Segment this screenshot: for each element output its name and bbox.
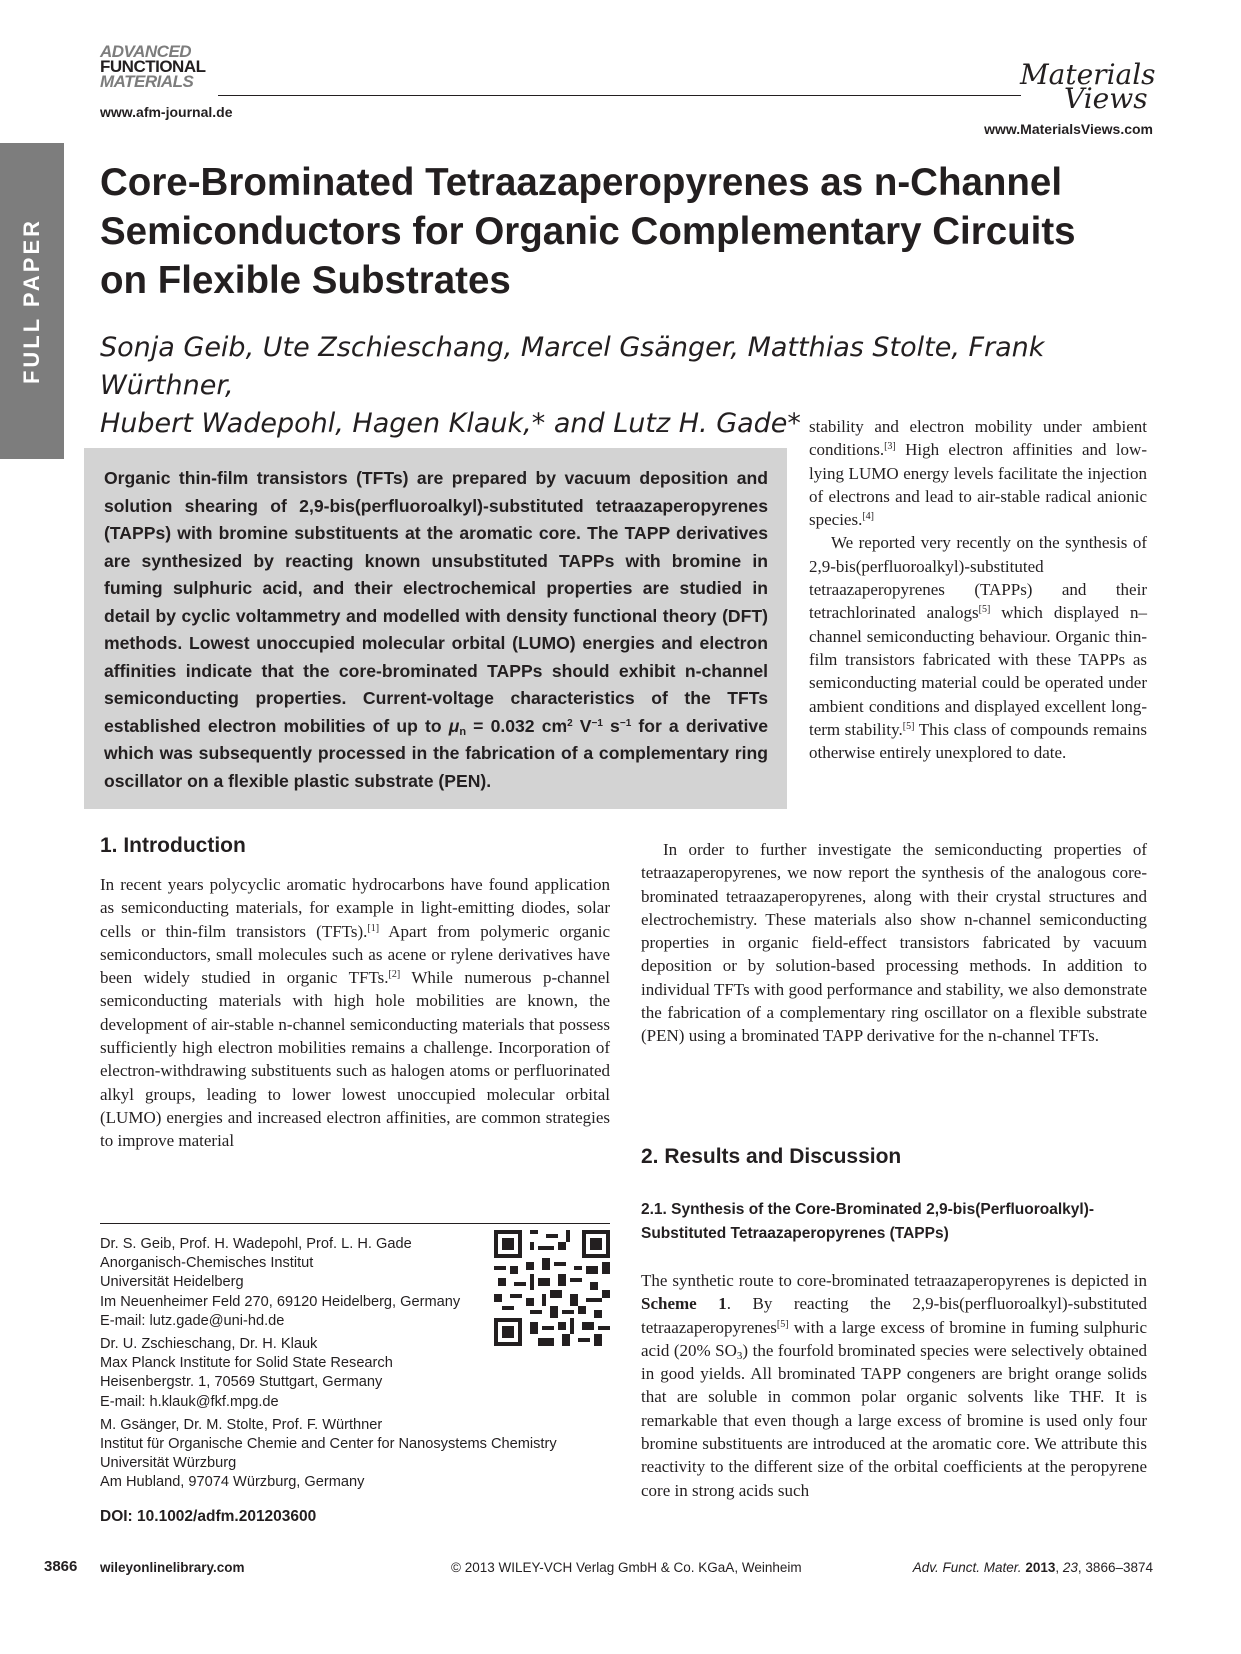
- journal-logo-line1: ADVANCED: [100, 42, 192, 61]
- email-klauk[interactable]: E-mail: h.klauk@fkf.mpg.de: [100, 1393, 279, 1410]
- paragraph-further: In order to further investigate the semiconducting properties of tetraazaperopyrenes, we now report the synthesis of the analogous core-brominated tetraazaperopyrenes, along with their crystal structures and electrochemistry. These materials also show n-channel semiconducting properties in organic field-effect transistors fabricated by vacuum deposition or by solution-based processing methods. In addition to individual TFTs with good performance and stability, we also demonstrate the fabrication of a complementary ring oscillator on a flexible substrate (PEN) using a brominated TAPP derivative for the n-channel TFTs.: [641, 840, 1147, 1046]
- footer-site[interactable]: wileyonlinelibrary.com: [100, 1560, 245, 1575]
- logo-word-views: Views: [1064, 82, 1148, 110]
- side-tab-label: FULL PAPER: [19, 217, 44, 385]
- footer-citation: Adv. Funct. Mater. 2013, 23, 3866–3874: [912, 1560, 1153, 1575]
- materials-views-logo: [1018, 50, 1158, 110]
- affiliation-rule: [100, 1223, 610, 1224]
- synthesis-text: [641, 1269, 1147, 1502]
- paragraph-reported: We reported very recently on the synthesis of 2,9-bis(perfluoroalkyl)-substituted tetraazaperopyrenes (TAPPs) and their tetrachlorinated analogs[5] which displayed n–channel semiconducting behaviour. Organic thin-film transistors fabricated with these TAPPs as semiconducting material could be operated under ambient conditions and displayed excellent long-term stability.[5] This class of compounds remains otherwise entirely unexplored to date.: [809, 533, 1147, 763]
- paragraph-stability: stability and electron mobility under ambient conditions.[3] High electron affinities and low-lying LUMO energy levels facilitate the injection of electrons and lead to air-stable radical anionic species.[4]: [809, 417, 1147, 530]
- abstract-text: Organic thin-film transistors (TFTs) are prepared by vacuum deposition and solution shearing of 2,9-bis(perfluoroalkyl)-substituted tetraazaperopyrenes (TAPPs) with bromine substituents at the aromatic core. The TAPP derivatives are synthesized by reacting known unsubstituted TAPPs with bromine in fuming sulphuric acid, and their electrochemical properties are studied in detail by cyclic voltammetry and modelled with density functional theory (DFT) methods. Lowest unoccupied molecular orbital (LUMO) energies and electron affinities indicate that the core-brominated TAPPs should exhibit n-channel semiconducting properties. Current-voltage characteristics of the TFTs established electron mobilities of up to $\mu_n = 0.032$ $cm^2$ $V^{-1}$ $s^{-1}$ for a derivative which was subsequently processed in the fabrication of a complementary ring oscillator on a flexible plastic substrate (PEN).: [104, 468, 768, 791]
- email-gade[interactable]: E-mail: lutz.gade@uni-hd.de: [100, 1312, 285, 1329]
- intro-paragraph: In recent years polycyclic aromatic hydrocarbons have found application as semiconducting materials, for example in light-emitting diodes, solar cells or thin-film transistors (TFTs).[1] Apart from polymeric organic semiconductors, small molecules such as acene or rylene derivatives have been widely studied in organic TFTs.[2] While numerous p-channel semiconducting materials with high hole mobilities are known, the development of air-stable n-channel semiconducting materials that possess sufficiently high electron mobilities remains a challenge. Incorporation of electron-withdrawing substituents such as halogen atoms or perfluorinated alkyl groups, leading to lower lowest unoccupied molecular orbital (LUMO) energies and increased electron affinities, are common strategies to improve material: [100, 875, 611, 1151]
- qr-code-icon[interactable]: [494, 1230, 610, 1346]
- journal-url[interactable]: www.afm-journal.de: [100, 104, 233, 120]
- header-rule: [218, 95, 1021, 96]
- publisher-url[interactable]: www.MaterialsViews.com: [984, 121, 1153, 137]
- affiliation-wuerzburg: M. Gsänger, Dr. M. Stolte, Prof. F. Würthner Institut für Organische Chemie and Center for Nanosystems Chemistry Universität Würzburg Am Hubland, 97074 Würzburg, Germany: [100, 1416, 557, 1491]
- logo-word-materials: Materials: [1020, 58, 1156, 91]
- side-tab: [0, 143, 64, 459]
- authors-line-1: Sonja Geib, Ute Zschieschang, Marcel Gsänger, Matthias Stolte, Frank Würthner,: [100, 332, 1045, 401]
- journal-logo: [100, 44, 260, 89]
- results-heading: 2. Results and Discussion: [641, 1145, 902, 1168]
- footer-copyright: © 2013 WILEY-VCH Verlag GmbH & Co. KGaA, Weinheim: [451, 1560, 802, 1575]
- abstract-box: [84, 448, 787, 809]
- page-number: 3866: [44, 1558, 78, 1575]
- affiliation-heidelberg: Dr. S. Geib, Prof. H. Wadepohl, Prof. L. H. Gade Anorganisch-Chemisches Institut Universität Heidelberg Im Neuenheimer Feld 270, 69120 Heidelberg, Germany E-mail: lutz.gade@uni-hd.de: [100, 1236, 461, 1329]
- journal-logo-line2: FUNCTIONAL: [100, 57, 206, 76]
- doi[interactable]: DOI: 10.1002/adfm.201203600: [100, 1508, 317, 1525]
- scheme-reference[interactable]: Scheme 1: [641, 1294, 727, 1314]
- right-column-top: [809, 415, 1147, 764]
- affiliation-stuttgart: Dr. U. Zschieschang, Dr. H. Klauk Max Planck Institute for Solid State Research Heisenbergstr. 1, 70569 Stuttgart, Germany E-mail: h.klauk@fkf.mpg.de: [100, 1336, 393, 1410]
- intro-heading: 1. Introduction: [100, 834, 246, 857]
- right-column-mid: [641, 838, 1147, 1048]
- article-title: Core-Brominated Tetraazaperopyrenes as n-Channel Semiconductors for Organic Complementary Circuits on Flexible Substrates: [100, 161, 1076, 302]
- authors-line-2: Hubert Wadepohl, Hagen Klauk,* and Lutz H. Gade*: [100, 408, 801, 439]
- journal-logo-line3: MATERIALS: [100, 72, 194, 91]
- synthesis-subheading: 2.1. Synthesis of the Core-Brominated 2,9-bis(Perfluoroalkyl)-Substituted Tetraazaperopyrenes (TAPPs): [641, 1201, 1095, 1242]
- synthesis-paragraph: The synthetic route to core-brominated tetraazaperopyrenes is depicted in Scheme 1. By reacting the 2,9-bis(perfluoroalkyl)-substituted tetraazaperopyrenes[5] with a large excess of bromine in fuming sulphuric acid (20% $SO_3$) the fourfold brominated species were selectively obtained in good yields. All brominated TAPP congeners are bright orange solids that are soluble in common polar organic solvents like THF. It is remarkable that even though a large excess of bromine is used only four bromine substituents are introduced at the aromatic core. We attribute this reactivity to the different size of the orbital coefficients at the peropyrene core in strong acids such: [641, 1271, 1147, 1500]
- intro-text: [100, 873, 610, 1153]
